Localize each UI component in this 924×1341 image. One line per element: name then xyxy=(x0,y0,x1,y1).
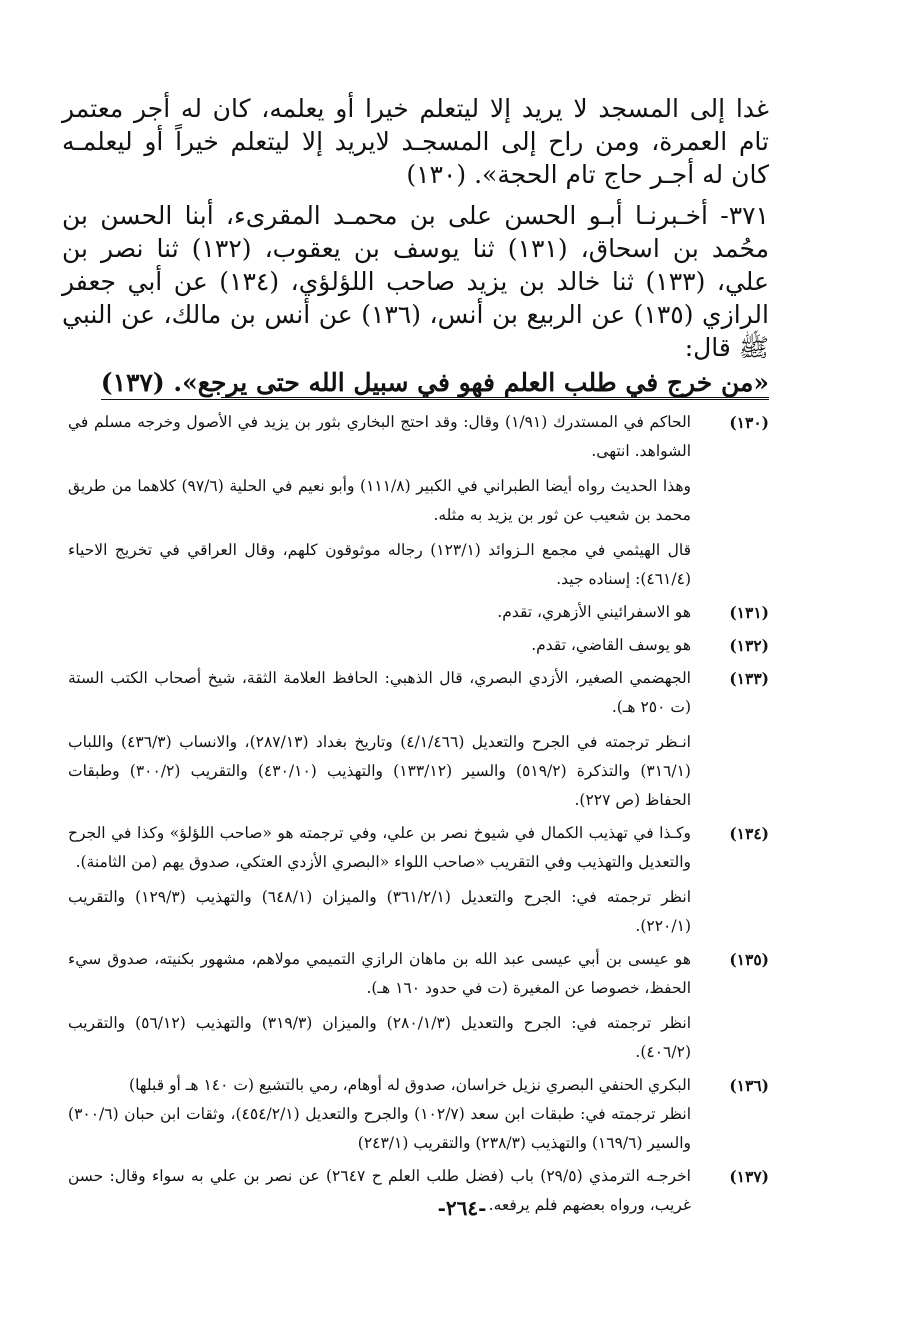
footnote-separator xyxy=(221,397,769,398)
footnote-paragraph: انظر ترجمته في: الجرح والتعديل (٣٦١/٢/١) والميزان (٦٤٨/١) والتهذيب (١٢٩/٣) والتقريب (٢٢٠/١). xyxy=(68,888,692,935)
footnote-number: (١٣٥) xyxy=(729,950,769,969)
footnote-number: (١٣٠) xyxy=(729,413,769,432)
footnote-number: (١٣٢) xyxy=(729,636,769,655)
footnote-135 xyxy=(68,945,769,1067)
footnote-paragraph: الجهضمي الصغير، الأزدي البصري، قال الذهبي: الحافظ العلامة الثقة، شيخ أصحاب الكتب الستة (ت ٢٥٠ هـ). xyxy=(68,669,691,716)
footnote-number: (١٣٤) xyxy=(729,824,769,843)
footnote-paragraph: وكـذا في تهذيب الكمال في شيوخ نصر بن علي، وفي ترجمته هو «صاحب اللؤلؤ» وكذا في الجرح والتعديل والتهذيب وفي التقريب «صاحب اللواء «البصري الأزدي العتكي، صدوق يهم (من الثامنة). xyxy=(68,824,691,871)
footnote-paragraph: الحاكم في المستدرك (١/٩١) وقال: وقد احتج البخاري بثور بن يزيد في الأصول وخرجه مسلم في الشواهد. انتهى. xyxy=(68,413,691,460)
footnotes xyxy=(68,408,769,1224)
footnote-body xyxy=(68,945,691,1067)
footnote-body xyxy=(68,1071,691,1158)
hadith-continuation-paragraph: غدا إلى المسجد لا يريد إلا ليتعلم خيرا أو يعلمه، كان له أجر معتمر تام العمرة، ومن راح إلى المسجـد لايريد إلا ليتعلم خيراً أو ليعلمـه كان له أجـر حاج تام الحجة». (١٣٠) xyxy=(62,94,769,189)
footnote-130 xyxy=(68,408,769,594)
footnote-body xyxy=(68,408,691,594)
footnote-body xyxy=(68,631,691,660)
hadith-quote: «من خرج في طلب العلم فهو في سبيل الله حتى يرجع». (١٣٧) xyxy=(101,368,769,400)
footnote-paragraph: هو الاسفرائيني الأزهري، تقدم. xyxy=(497,603,691,621)
footnote-number: (١٣٣) xyxy=(729,669,769,688)
footnote-paragraph: اخرجـه الترمذي (٢٩/٥) باب (فضل طلب العلم ح ٢٦٤٧) عن نصر بن علي به سواء وقال: حسن غريب، ورواه بعضهم فلم يرفعه. xyxy=(68,1167,691,1214)
footnote-body xyxy=(68,664,691,815)
footnote-134 xyxy=(68,819,769,941)
footnote-number: (١٣١) xyxy=(729,603,769,622)
footnote-number: (١٣٦) xyxy=(729,1076,769,1095)
footnote-131 xyxy=(68,598,769,627)
footnote-paragraph: هو عيسى بن أبي عيسى عبد الله بن ماهان الرازي التميمي مولاهم، مشهور بكنيته، صدوق سيء الحفظ، خصوصا عن المغيرة (ت في حدود ١٦٠ هـ). xyxy=(68,950,691,997)
footnote-body xyxy=(68,598,691,627)
footnote-paragraph: وهذا الحديث رواه أيضا الطبراني في الكبير (١١١/٨) وأبو نعيم في الحلية (٩٧/٦) كلاهما من طريق محمد بن شعيب عن ثور بن يزيد به مثله. xyxy=(68,477,691,524)
footnote-paragraph: هو يوسف القاضي، تقدم. xyxy=(531,636,691,654)
page-number: -٢٦٤- xyxy=(437,1196,487,1220)
footnote-paragraph: قال الهيثمي في مجمع الـزوائد (١٢٣/١) رجاله موثوقون كلهم، وقال العراقي في تخريج الاحياء (٤٦١/٤): إسناده جيد. xyxy=(68,541,692,588)
footnote-133 xyxy=(68,664,769,815)
footnote-paragraph: البكري الحنفي البصري نزيل خراسان، صدوق له أوهام، رمي بالتشيع (ت ١٤٠ هـ أو قبلها) xyxy=(129,1076,691,1094)
main-text xyxy=(62,92,769,399)
hadith-371-chain: ٣٧١- أخـبرنـا أبـو الحسن على بن محمـد المقرىء، أبنا الحسن بن محُمد بن اسحاق، (١٣١) ثنا يوسف بن يعقوب، (١٣٢) ثنا نصر بن علي، (١٣٣) ثنا خالد بن يزيد صاحب اللؤلؤي، (١٣٤) عن أبي جعفر الرازي (١٣٥) عن الربيع بن أنس، (١٣٦) عن أنس بن مالك، عن النبي ﷺ قال: xyxy=(62,201,769,362)
footnote-paragraph: انظر ترجمته في: طبقات ابن سعد (١٠٢/٧) والجرح والتعديل (٤٥٤/٢/١)، وثقات ابن حبان (٣٠٠/٦) والسير (١٦٩/٦) والتهذيب (٢٣٨/٣) والتقريب (٢٤٣/١) xyxy=(68,1105,691,1152)
footnote-paragraph: انظر ترجمته في: الجرح والتعديل (٢٨٠/١/٣) والميزان (٣١٩/٣) والتهذيب (٥٦/١٢) والتقريب (٤٠٦/٢). xyxy=(68,1014,692,1061)
hadith-371-text xyxy=(62,366,769,399)
footnote-body xyxy=(68,819,691,941)
footnote-136 xyxy=(68,1071,769,1158)
footnote-paragraph: انـظر ترجمته في الجرح والتعديل (٤/١/٤٦٦) وتاريخ بغداد (٢٨٧/١٣)، والانساب (٤٣٦/٣) واللباب (٣١٦/١) والتذكرة (٥١٩/٢) والسير (١٣٣/١٢) والتهذيب (٤٣٠/١٠) والتقريب (٣٠٠/٢) وطبقات الحفاظ (ص ٢٢٧). xyxy=(68,733,691,809)
footnote-number: (١٣٧) xyxy=(729,1167,769,1186)
footnote-132 xyxy=(68,631,769,660)
